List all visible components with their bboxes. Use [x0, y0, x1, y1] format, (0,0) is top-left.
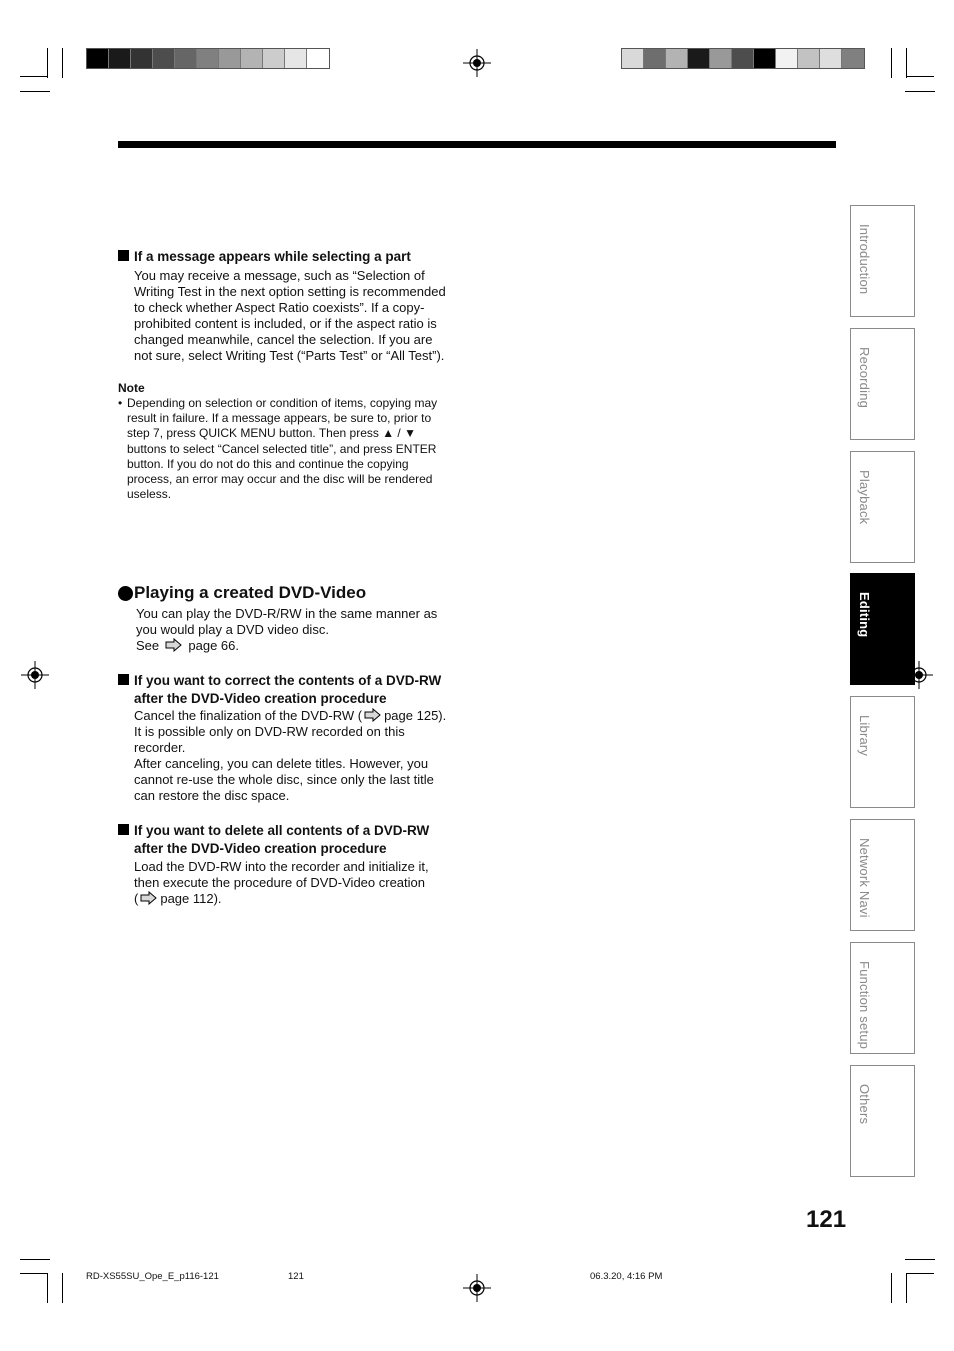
- body-line: Load the DVD-RW into the recorder and initialize it,: [134, 859, 429, 874]
- crop-mark: [20, 76, 48, 77]
- tab-network-navi[interactable]: [850, 819, 915, 931]
- ref-prefix: Cancel the finalization of the DVD-RW (: [134, 708, 363, 723]
- note-block: [118, 380, 468, 502]
- heading-text: after the DVD-Video creation procedure: [134, 690, 387, 706]
- body-line: You may receive a message, such as “Selection of: [134, 267, 425, 283]
- page-reference: [134, 708, 468, 724]
- tab-label: Function setup: [857, 961, 872, 1050]
- section-correct-dvd-rw: [118, 672, 468, 804]
- crop-mark: [891, 1273, 892, 1303]
- section-heading: [118, 248, 468, 266]
- color-swatch: [798, 49, 820, 68]
- crop-mark: [62, 1273, 63, 1303]
- page-reference: [136, 638, 468, 654]
- note-heading: Note: [118, 381, 145, 395]
- registration-mark-icon: [463, 1274, 491, 1302]
- color-swatch: [219, 49, 241, 68]
- color-swatch: [241, 49, 263, 68]
- arrow-right-icon: [140, 891, 158, 905]
- body-line: After canceling, you can delete titles. However, you: [134, 756, 429, 771]
- note-line: button. If you do not do this and continue the copying: [127, 456, 409, 471]
- crop-mark: [906, 48, 907, 78]
- body-line: It is possible only on DVD-RW recorded on this: [134, 724, 405, 739]
- page-reference: [134, 891, 468, 907]
- section-delete-dvd-rw: [118, 822, 468, 907]
- footer-file-name: RD-XS55SU_Ope_E_p116-121: [86, 1271, 219, 1282]
- color-swatch: [644, 49, 666, 68]
- page-ref-text: page 125).: [384, 708, 447, 723]
- note-line: useless.: [127, 487, 172, 502]
- body-line: to check whether Aspect Ratio coexists”. If a copy-: [134, 299, 425, 315]
- tab-label: Library: [857, 715, 872, 757]
- tab-playback[interactable]: [850, 451, 915, 563]
- square-bullet-icon: [118, 250, 129, 261]
- arrow-right-icon: [165, 638, 183, 652]
- color-swatch: [263, 49, 285, 68]
- note-line: process, an error may occur and the disc will be rendered: [127, 472, 433, 487]
- heading-text: Playing a created DVD-Video: [134, 583, 367, 602]
- crop-mark: [20, 1273, 48, 1274]
- crop-mark: [20, 91, 50, 92]
- color-swatch: [688, 49, 710, 68]
- body-line: cannot re-use the whole disc, since only the last title: [134, 772, 434, 787]
- section-message-warning: [118, 248, 468, 364]
- tab-function-setup[interactable]: [850, 942, 915, 1054]
- body-line: not sure, select Writing Test (“Parts Test” or “All Test”).: [134, 347, 445, 363]
- body-line: can restore the disc space.: [134, 788, 290, 803]
- crop-mark: [47, 48, 48, 78]
- color-swatch: [732, 49, 754, 68]
- footer-date: 06.3.20, 4:16 PM: [590, 1271, 663, 1282]
- page-ref-text: page 66.: [188, 638, 239, 653]
- color-swatch: [842, 49, 864, 68]
- note-line: step 7, press QUICK MENU button. Then press ▲ / ▼: [127, 426, 416, 441]
- heading-text: If you want to delete all contents of a DVD-RW: [134, 823, 430, 838]
- tab-label: Others: [857, 1084, 872, 1125]
- color-swatch: [307, 49, 329, 68]
- section-playing-dvd-video: [118, 583, 468, 654]
- color-swatch: [197, 49, 219, 68]
- page-ref-text: page 112).: [160, 891, 222, 906]
- crop-mark: [905, 1259, 935, 1260]
- tab-label: Playback: [857, 470, 872, 525]
- footer-page: 121: [288, 1271, 304, 1282]
- color-bar-left: [86, 48, 330, 69]
- square-bullet-icon: [118, 674, 129, 685]
- round-bullet-icon: [118, 586, 133, 601]
- color-swatch: [131, 49, 153, 68]
- tab-recording[interactable]: [850, 328, 915, 440]
- color-swatch: [776, 49, 798, 68]
- color-swatch: [754, 49, 776, 68]
- body-line: You can play the DVD-R/RW in the same manner as: [136, 606, 438, 621]
- note-body: [118, 396, 468, 502]
- section-body: [118, 268, 468, 364]
- body-line: recorder.: [134, 740, 186, 755]
- heading-text: If you want to correct the contents of a DVD-RW: [134, 673, 442, 688]
- color-bar-right: [621, 48, 865, 69]
- section-heading: [118, 583, 468, 603]
- tab-label: Introduction: [857, 224, 872, 295]
- note-line: Depending on selection or condition of items, copying may: [127, 396, 438, 410]
- color-swatch: [87, 49, 109, 68]
- color-swatch: [820, 49, 842, 68]
- section-heading: [118, 822, 468, 857]
- heading-text: after the DVD-Video creation procedure: [134, 840, 387, 856]
- header-rule: [118, 141, 836, 148]
- color-swatch: [175, 49, 197, 68]
- body-line: changed meanwhile, cancel the selection. If you are: [134, 331, 433, 347]
- crop-mark: [62, 48, 63, 78]
- crop-mark: [20, 1259, 50, 1260]
- note-line: buttons to select “Cancel selected title”, and press ENTER: [127, 441, 437, 456]
- body-line: you would play a DVD video disc.: [136, 622, 329, 637]
- bullet-icon: •: [118, 396, 123, 410]
- tab-others[interactable]: [850, 1065, 915, 1177]
- see-prefix: See: [136, 638, 160, 653]
- heading-text: If a message appears while selecting a part: [134, 249, 411, 264]
- square-bullet-icon: [118, 824, 129, 835]
- body-line: Writing Test in the next option setting is recommended: [134, 283, 446, 299]
- section-body: [118, 859, 468, 907]
- crop-mark: [906, 1273, 907, 1303]
- note-line: result in failure. If a message appears, be sure to, prior to: [127, 411, 432, 426]
- section-body: [118, 708, 468, 804]
- registration-mark-icon: [463, 49, 491, 77]
- tab-introduction[interactable]: [850, 205, 915, 317]
- body-line: then execute the procedure of DVD-Video creation: [134, 875, 425, 890]
- arrow-right-icon: [364, 708, 382, 722]
- registration-mark-icon: [21, 661, 49, 689]
- section-body: [118, 606, 468, 654]
- color-swatch: [710, 49, 732, 68]
- tab-label: Recording: [857, 347, 872, 409]
- tab-label: Network Navi: [857, 838, 872, 918]
- crop-mark: [891, 48, 892, 78]
- tab-label: Editing: [857, 592, 872, 638]
- tab-library[interactable]: [850, 696, 915, 808]
- crop-mark: [906, 76, 934, 77]
- registration-mark-icon: [905, 661, 933, 689]
- section-heading: [118, 672, 468, 707]
- color-swatch: [109, 49, 131, 68]
- color-swatch: [622, 49, 644, 68]
- crop-mark: [47, 1273, 48, 1303]
- color-swatch: [153, 49, 175, 68]
- body-line: prohibited content is included, or if the aspect ratio is: [134, 315, 437, 331]
- color-swatch: [666, 49, 688, 68]
- page-number: 121: [806, 1206, 847, 1233]
- color-swatch: [285, 49, 307, 68]
- ref-prefix: (: [134, 891, 139, 906]
- crop-mark: [905, 91, 935, 92]
- crop-mark: [906, 1273, 934, 1274]
